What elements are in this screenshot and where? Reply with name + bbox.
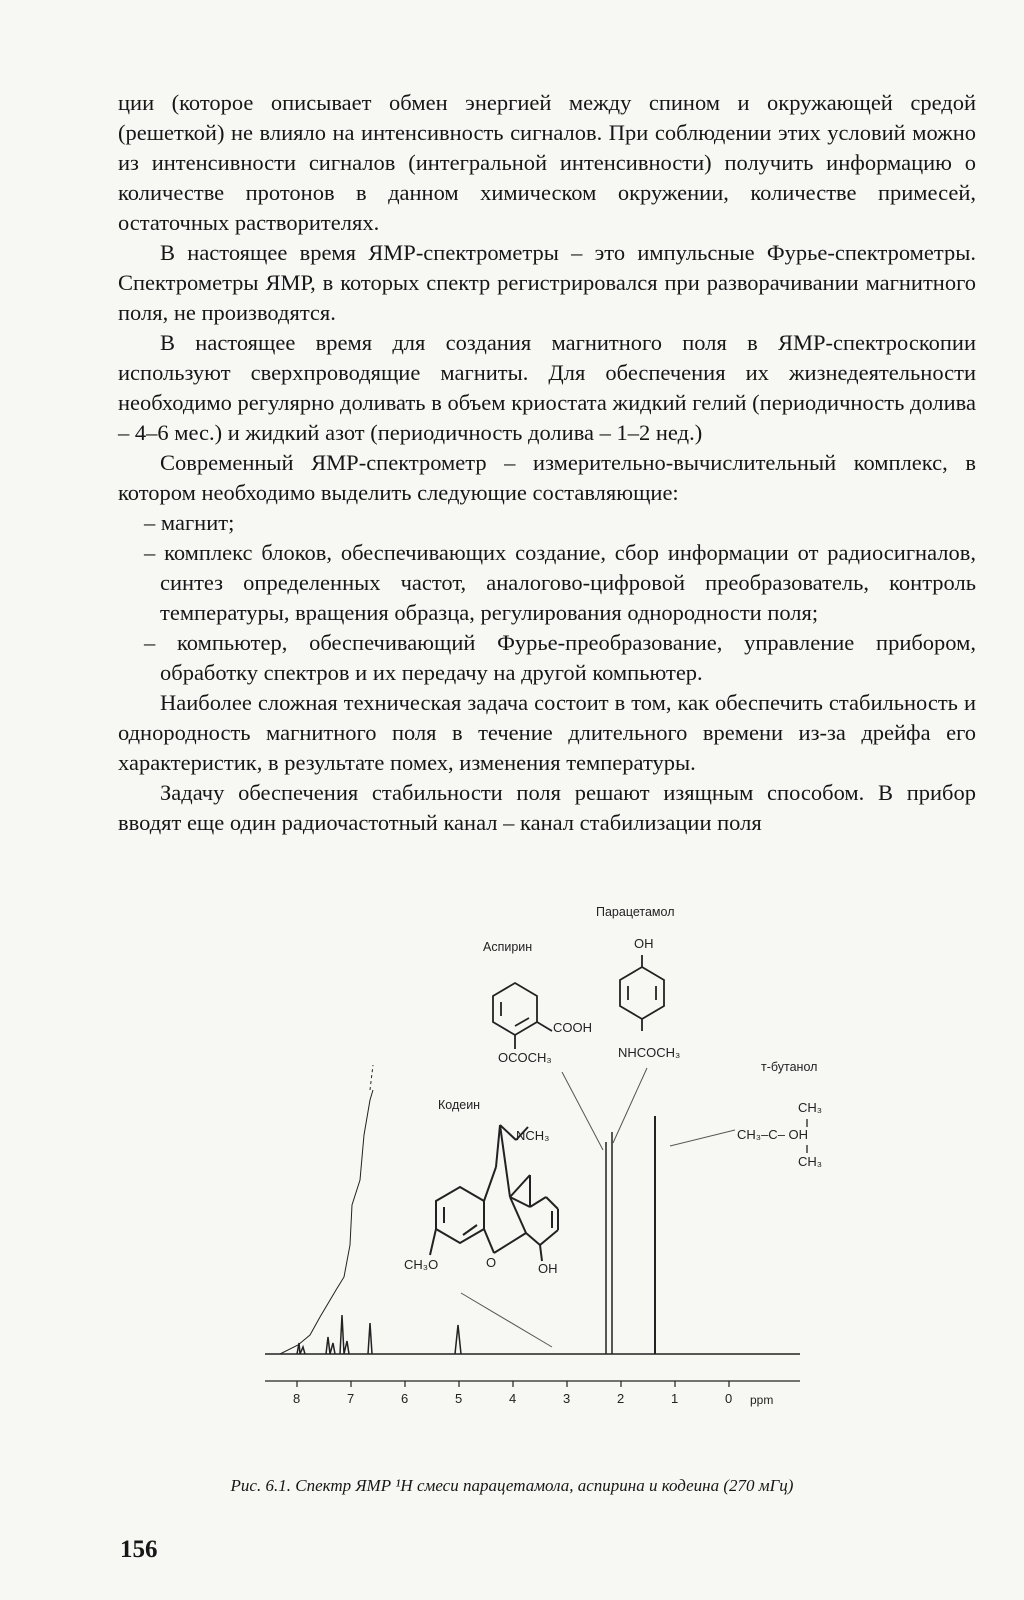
list-item: – компьютер, обеспечивающий Фурье-преобразование, управление прибором, обработку спектров и их передачу на другой компьютер. — [144, 630, 976, 685]
figure-caption: Рис. 6.1. Спектр ЯМР ¹Н смеси парацетамола, аспирина и кодеина (270 мГц) — [230, 1476, 794, 1495]
tbutanol-label: т-бутанол — [761, 1060, 818, 1074]
body-text — [118, 88, 976, 838]
tick-label: 8 — [293, 1391, 301, 1406]
paracetamol-label: Парацетамол — [596, 905, 675, 919]
aspirin-label: Аспирин — [483, 940, 533, 954]
axis-unit-label: ppm — [750, 1393, 774, 1407]
paragraph-1: ции (которое описывает обмен энергией между спином и окружающей средой (решеткой) не влияло на интенсивность сигналов. При соблюдении этих условий можно из интенсивности сигналов (интегральной интенсивности) получить информацию о количестве протонов в данном химическом окружении, количестве примесей, остаточных растворителях. — [118, 90, 976, 235]
list-item: – комплекс блоков, обеспечивающих создание, сбор информации от радиосигналов, синтез определенных частот, аналогово-цифровой преобразователь, контроль температуры, вращения образца, регулирования однородности поля; — [144, 540, 976, 625]
tick-label: 7 — [347, 1391, 355, 1406]
peak-aromatic-7a — [326, 1337, 335, 1354]
tbutanol-ch3-bottom: CH₃ — [798, 1154, 823, 1169]
spectrum-drawing — [240, 905, 840, 1435]
leader-lines — [461, 1068, 735, 1347]
paracetamol-structure — [620, 955, 664, 1031]
aspirin-structure — [493, 983, 552, 1049]
codeine-oh: OH — [538, 1261, 558, 1276]
paragraph-6: Задачу обеспечения стабильности поля решают изящным способом. В прибор вводят еще один радиочастотный канал – канал стабилизации поля — [118, 780, 976, 835]
codeine-structure — [430, 1125, 558, 1261]
paracetamol-nhcoch3: NHCOCH₃ — [618, 1045, 681, 1060]
integral-curve — [280, 1090, 373, 1354]
tick-label: 1 — [671, 1391, 679, 1406]
tick-label: 2 — [617, 1391, 625, 1406]
peak-aromatic-7b — [340, 1315, 349, 1354]
paracetamol-oh: OH — [634, 936, 654, 951]
aspirin-cooh: COOH — [553, 1020, 592, 1035]
list-item: – магнит; — [144, 510, 235, 535]
tick-label: 6 — [401, 1391, 409, 1406]
tick-label: 0 — [725, 1391, 733, 1406]
paragraph-3: В настоящее время для создания магнитного поля в ЯМР-спектроскопии используют сверхпроводящие магниты. Для обеспечения их жизнедеятельности необходимо регулярно доливать в объем криостата жидкий гелий (периодичность долива – 4–6 мес.) и жидкий азот (периодичность долива – 1–2 нед.) — [118, 330, 976, 445]
page-number: 156 — [120, 1536, 158, 1563]
paragraph-5: Наиболее сложная техническая задача состоит в том, как обеспечить стабильность и однородность магнитного поля в течение длительного времени из-за дрейфа его характеристик, в результате помех, изменения температуры. — [118, 690, 976, 775]
components-list — [118, 508, 976, 688]
peak-aromatic-6-8 — [368, 1323, 372, 1354]
tick-label: 5 — [455, 1391, 463, 1406]
tbutanol-ch3-top: CH₃ — [798, 1100, 823, 1115]
axis-ticks — [297, 1381, 729, 1387]
tbutanol-ch3-c-oh: CH₃–C– OH — [737, 1127, 809, 1142]
paragraph-4: Современный ЯМР-спектрометр – измерительно-вычислительный комплекс, в котором необходимо выделить следующие составляющие: — [118, 450, 976, 505]
tick-label: 4 — [509, 1391, 517, 1406]
codeine-nch3: NCH₃ — [516, 1128, 550, 1143]
nmr-spectrum-figure — [240, 905, 840, 1435]
codeine-ring-oxygen: O — [486, 1255, 497, 1270]
peak-codeine-5 — [455, 1325, 461, 1354]
paragraph-2: В настоящее время ЯМР-спектрометры – это импульсные Фурье-спектрометры. Спектрометры ЯМР, в которых спектр регистрировался при разворачивании магнитного поля, не производятся. — [118, 240, 976, 325]
codeine-ch3o: CH₃O — [404, 1257, 439, 1272]
tick-label: 3 — [563, 1391, 571, 1406]
aspirin-ococh3: OCOCH₃ — [498, 1050, 552, 1065]
codeine-label: Кодеин — [438, 1098, 481, 1112]
